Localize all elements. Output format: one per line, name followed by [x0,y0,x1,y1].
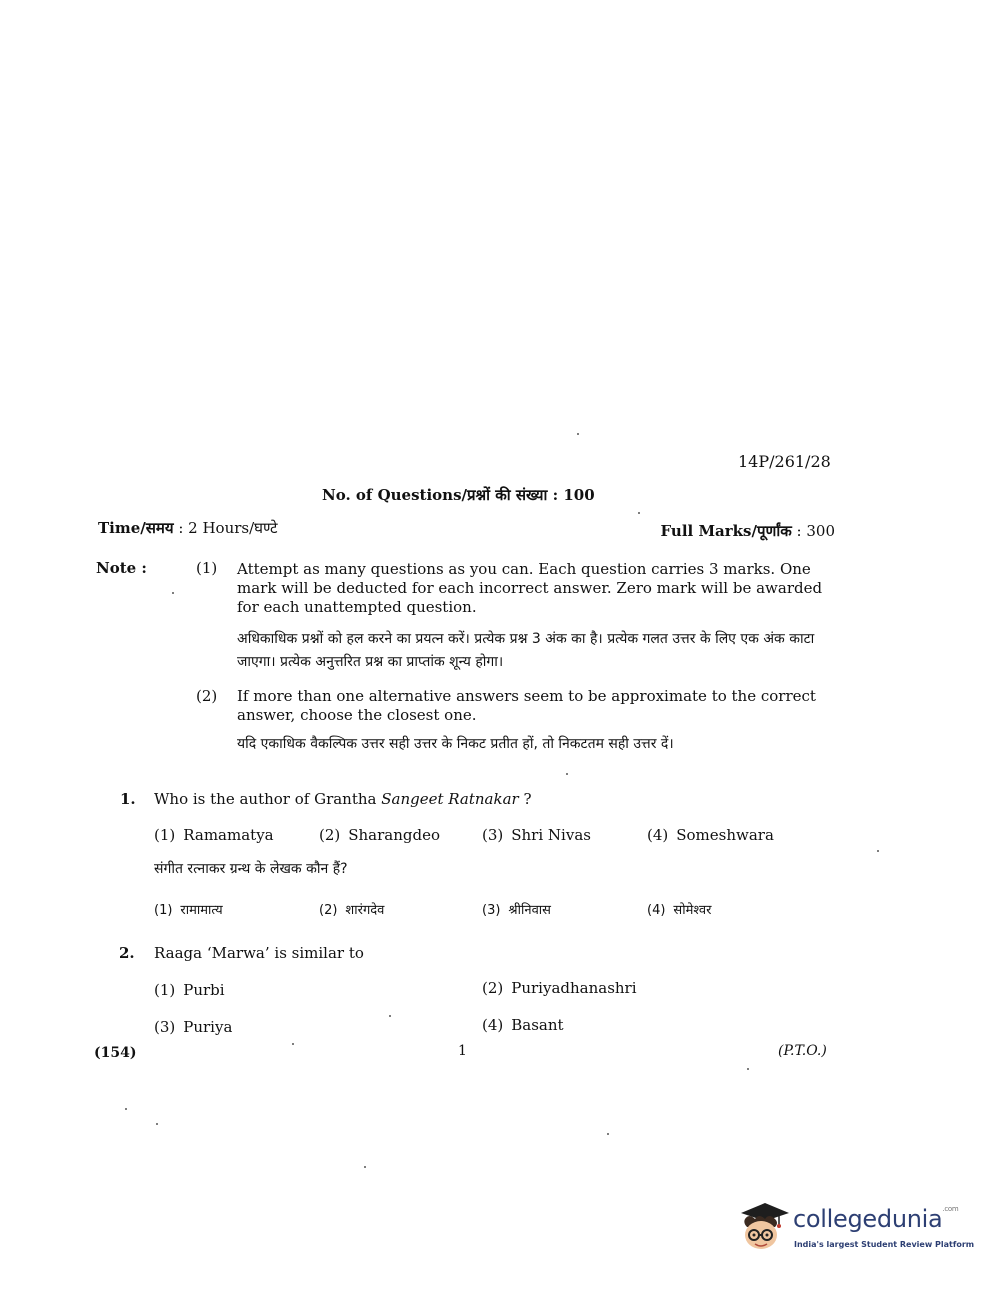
option-number: (4) [647,903,666,918]
collegedunia-tagline: India's largest Student Review Platform [794,1240,975,1249]
option-number: (4) [647,826,669,844]
page-number: 1 [458,1043,467,1059]
note-item-1-hindi: अधिकाधिक प्रश्नों को हल करने का प्रयत्न करें। प्रत्येक प्रश्न 3 अंक का है। प्रत्येक गलत उत्तर के लिए एक अंक काटा जाएगा। प्रत्येक अनुत्तरित प्रश्न का प्राप्तांक शून्य होगा। [237,631,815,670]
option-text: सोमेश्वर [673,903,712,918]
collegedunia-domain: .com [942,1205,959,1213]
scan-speck [747,1068,749,1070]
collegedunia-name-text: collegedunia [793,1205,943,1233]
question-1-hindi-option-1 [154,900,223,918]
question-1-text-italic: Sangeet Ratnakar [381,790,519,808]
question-1-hindi-text: संगीत रत्नाकर ग्रन्थ के लेखक कौन हैं? [154,861,348,877]
option-number: (4) [482,1016,504,1034]
question-1-option-1 [154,826,274,844]
scan-speck [877,850,879,852]
scan-speck [389,1015,391,1017]
option-text: Puriyadhanashri [511,979,637,997]
question-1-hindi-option-4 [647,900,711,918]
question-1-number: 1. [120,790,136,808]
option-number: (1) [154,826,176,844]
question-1-option-2 [319,826,440,844]
question-1-option-4 [647,826,774,844]
marks-value: : 300 [791,522,835,540]
option-text: रामामात्य [180,903,223,918]
option-number: (3) [154,1018,176,1036]
scan-speck [566,773,568,775]
question-1-text-prefix: Who is the author of Grantha [154,790,382,808]
option-text: Sharangdeo [348,826,441,844]
note-label: Note : [96,559,147,577]
option-number: (1) [154,981,176,999]
scan-speck [172,592,174,594]
option-text: Shri Nivas [511,826,591,844]
option-text: Someshwara [676,826,774,844]
time-label: Time/समय [98,519,174,537]
option-number: (3) [482,826,504,844]
full-marks-info [661,521,835,541]
question-1-text [154,790,532,808]
question-1-hindi-option-2 [319,900,384,918]
scan-speck [638,512,640,514]
scan-speck [607,1133,609,1135]
marks-label: Full Marks/पूर्णांक [660,522,792,540]
option-number: (1) [154,903,173,918]
question-2-number: 2. [119,944,135,962]
collegedunia-mascot-icon [735,1197,791,1257]
scan-speck [292,1043,294,1045]
footer-code: (154) [94,1045,137,1061]
option-text: Puriya [183,1018,233,1036]
number-of-questions: No. of Questions/प्रश्नों की संख्या : 100 [322,486,595,504]
scan-speck [577,433,579,435]
question-1-text-suffix: ? [518,790,532,808]
note-item-1-number: (1) [196,559,218,577]
question-2-option-2 [482,979,637,997]
scan-speck [156,1123,158,1125]
collegedunia-name [793,1205,958,1233]
option-number: (2) [319,826,341,844]
note-item-1-english: Attempt as many questions as you can. Each question carries 3 marks. One mark will be deducted for each incorrect answer. Zero mark will be awarded for each unattempted question. [237,560,823,616]
option-text: शारंगदेव [345,903,385,918]
option-text: Purbi [183,981,225,999]
option-number: (2) [319,903,338,918]
note-item-2-number: (2) [196,687,218,705]
time-info [98,518,278,538]
option-text: श्रीनिवास [508,903,551,918]
pto-label: (P.T.O.) [778,1043,827,1059]
question-1-hindi-option-3 [482,900,551,918]
question-1-option-3 [482,826,591,844]
question-2-text: Raaga ‘Marwa’ is similar to [154,944,364,962]
scan-speck [364,1166,366,1168]
question-2-option-3 [154,1018,232,1036]
option-text: Basant [511,1016,564,1034]
note-item-2-hindi: यदि एकाधिक वैकल्पिक उत्तर सही उत्तर के निकट प्रतीत हों, तो निकटतम सही उत्तर दें। [237,736,674,752]
note-item-2-english: If more than one alternative answers seem to be approximate to the correct answer, choose the closest one. [237,687,816,724]
option-number: (3) [482,903,501,918]
paper-code: 14P/261/28 [738,452,831,471]
time-value: : 2 Hours/घण्टे [173,519,278,537]
scan-speck [125,1108,127,1110]
collegedunia-watermark [735,1197,975,1257]
option-number: (2) [482,979,504,997]
option-text: Ramamatya [183,826,274,844]
question-2-option-1 [154,981,225,999]
question-2-option-4 [482,1016,564,1034]
